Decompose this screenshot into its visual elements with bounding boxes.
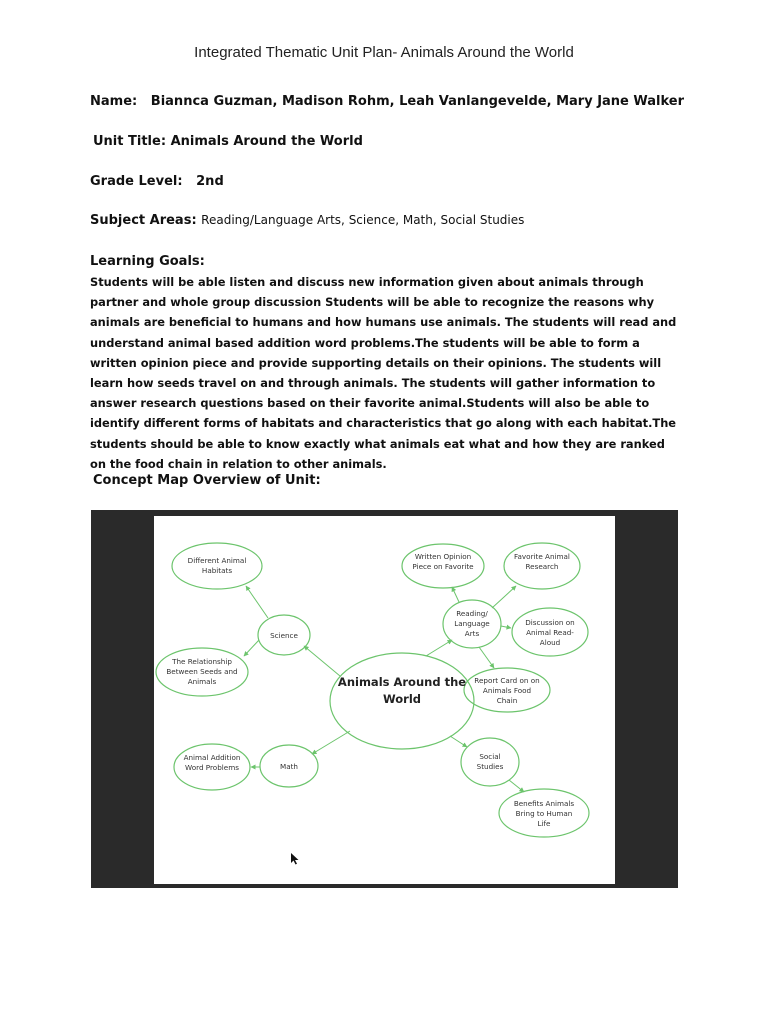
grade-value: 2nd: [196, 174, 224, 189]
arrow-reading-favorite: [492, 586, 516, 608]
subject-value: Reading/Language Arts, Science, Math, Social Studies: [201, 213, 525, 227]
concept-map-frame: [91, 510, 678, 888]
node-science-label: Science: [270, 631, 298, 640]
node-seeds-label: The Relationship Between Seeds and Animals: [166, 657, 238, 686]
arrow-center-social: [450, 736, 467, 747]
node-favorite-label: Favorite Animal Research: [514, 552, 570, 571]
page-title: Integrated Thematic Unit Plan- Animals Around the World: [194, 44, 574, 61]
node-report-label: Report Card on on Animals Food Chain: [474, 676, 540, 705]
node-center-label: Animals Around the World: [337, 675, 467, 706]
arrow-social-benefits: [509, 780, 524, 792]
goals-text: Students will be able listen and discuss new information given about animals through partner and whole group discussion Students will be able to recognize the reasons why animals are beneficial to humans and how humans use animals. The students will read and understand animal based addition word problems.The students will be able to form a written opinion piece and provide supporting details on their opinions. The students will learn how seeds travel on and through animals. The students will gather information to answer research questions based on their favorite animal.Students will also be able to identify different forms of habitats and characteristics that go along with each habitat.The students should be able to know exactly what animals eat what and how they are ranked on the food chain in relation to other animals.: [90, 275, 677, 471]
cursor-icon: [291, 853, 299, 865]
arrow-science-habitats: [246, 586, 268, 618]
arrow-center-science: [304, 646, 340, 676]
arrow-center-reading: [426, 640, 452, 656]
grade-field: [90, 174, 224, 189]
node-social-label: Social Studies: [476, 752, 504, 771]
node-reading-label: Reading/ Language Arts: [454, 609, 490, 638]
grade-label: Grade Level:: [90, 174, 183, 189]
arrow-reading-report: [479, 647, 494, 668]
node-math-label: Math: [280, 762, 298, 771]
node-opinion-label: Written Opinion Piece on Favorite: [412, 552, 474, 571]
unit-title-field: [93, 134, 363, 149]
name-label: Name:: [90, 94, 138, 109]
concept-map-label: Concept Map Overview of Unit:: [93, 473, 321, 488]
arrow-science-seeds: [244, 640, 259, 656]
unit-title-label: Unit Title:: [93, 134, 167, 149]
goals-label: Learning Goals:: [90, 254, 205, 269]
name-field: [90, 94, 684, 109]
node-discussion-label: Discussion on Animal Read-Aloud: [525, 618, 575, 647]
node-word-problems-label: Animal Addition Word Problems: [183, 753, 241, 772]
node-habitats-label: Different Animal Habitats: [187, 556, 247, 575]
subject-label: Subject Areas:: [90, 213, 197, 228]
unit-title-value: Animals Around the World: [170, 134, 363, 149]
arrow-reading-discussion: [501, 626, 511, 628]
arrow-reading-opinion: [452, 587, 459, 602]
subject-field: [90, 213, 524, 228]
arrow-center-math: [312, 731, 350, 754]
node-benefits-label: Benefits Animals Bring to Human Life: [513, 799, 575, 828]
concept-map-slide: [154, 516, 615, 884]
name-value: Biannca Guzman, Madison Rohm, Leah Vanlangevelde, Mary Jane Walker: [150, 94, 685, 109]
